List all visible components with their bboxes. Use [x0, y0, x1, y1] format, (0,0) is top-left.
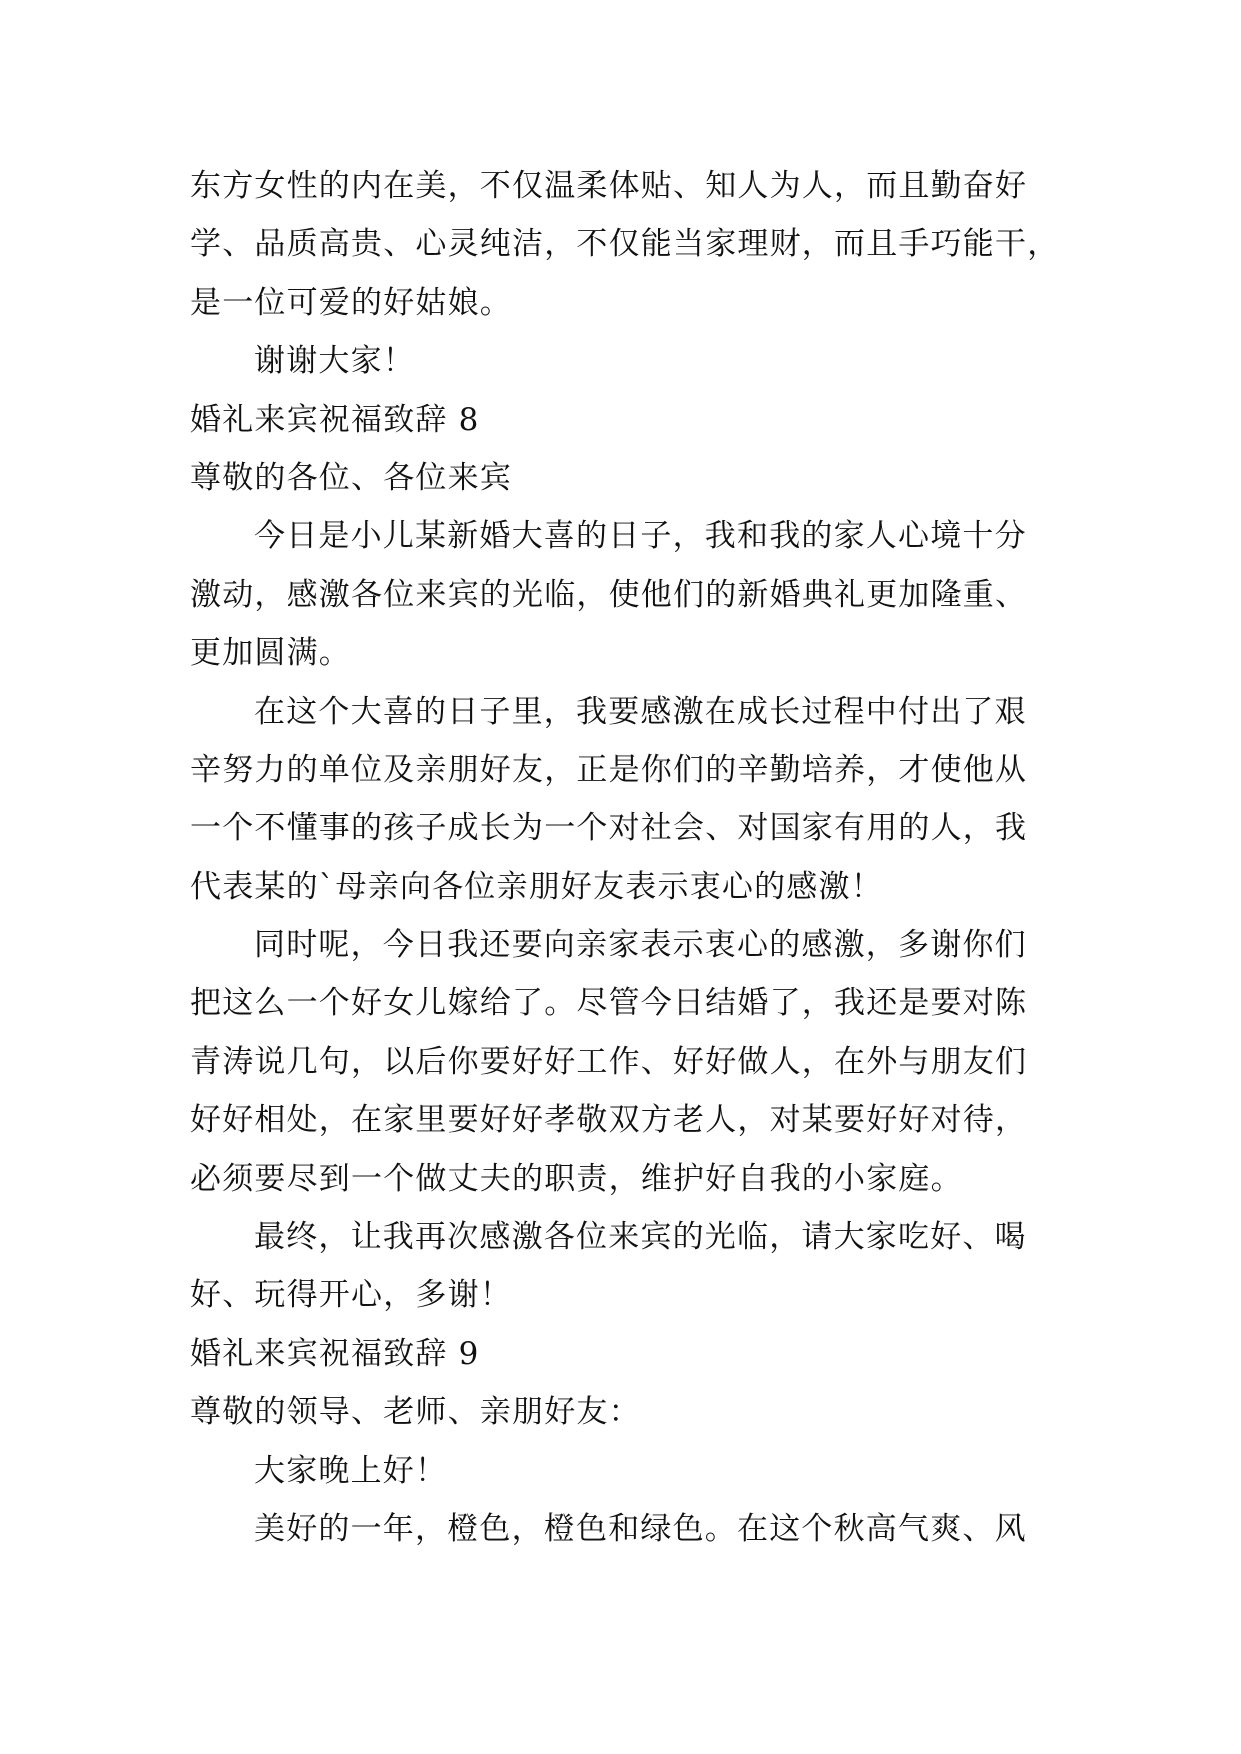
text-line: 必须要尽到一个做丈夫的职责，维护好自我的小家庭。 [190, 1160, 963, 1197]
text-line: 大家晚上好！ [254, 1452, 448, 1489]
text-line: 更加圆满。 [190, 635, 351, 672]
salutation: 尊敬的领导、老师、亲朋好友： [190, 1394, 641, 1431]
document-page [190, 157, 1060, 1558]
text-line: 同时呢，今日我还要向亲家表示衷心的感激，多谢你们 [254, 927, 1027, 964]
text-line: 好、玩得开心，多谢！ [190, 1277, 512, 1314]
text-line: 代表某的`母亲向各位亲朋好友表示衷心的感激！ [190, 868, 883, 905]
text-line: 青涛说几句，以后你要好好工作、好好做人，在外与朋友们 [190, 1043, 1028, 1080]
text-line: 好好相处，在家里要好好孝敬双方老人，对某要好好对待， [190, 1102, 1028, 1139]
text-line: 辛努力的单位及亲朋好友，正是你们的辛勤培养，才使他从 [190, 751, 1028, 788]
section-heading: 婚礼来宾祝福致辞 8 [190, 401, 480, 438]
salutation: 尊敬的各位、各位来宾 [190, 459, 512, 496]
text-line: 美好的一年，橙色，橙色和绿色。在这个秋高气爽、风 [254, 1510, 1027, 1547]
text-line: 把这么一个好女儿嫁给了。尽管今日结婚了，我还是要对陈 [190, 985, 1028, 1022]
text-line: 在这个大喜的日子里，我要感激在成长过程中付出了艰 [254, 693, 1027, 730]
text-line: 是一位可爱的好姑娘。 [190, 284, 512, 321]
text-line: 学、品质高贵、心灵纯洁，不仅能当家理财，而且手巧能干， [190, 226, 1060, 263]
text-line: 东方女性的内在美，不仅温柔体贴、知人为人，而且勤奋好 [190, 168, 1028, 204]
text-line: 激动，感激各位来宾的光临，使他们的新婚典礼更加隆重、 [190, 576, 1028, 613]
section-heading: 婚礼来宾祝福致辞 9 [190, 1335, 480, 1372]
text-line: 一个不懂事的孩子成长为一个对社会、对国家有用的人，我 [190, 810, 1028, 847]
text-line: 最终，让我再次感激各位来宾的光临，请大家吃好、喝 [254, 1219, 1027, 1256]
text-line: 谢谢大家！ [254, 343, 415, 380]
text-line: 今日是小儿某新婚大喜的日子，我和我的家人心境十分 [254, 518, 1027, 555]
